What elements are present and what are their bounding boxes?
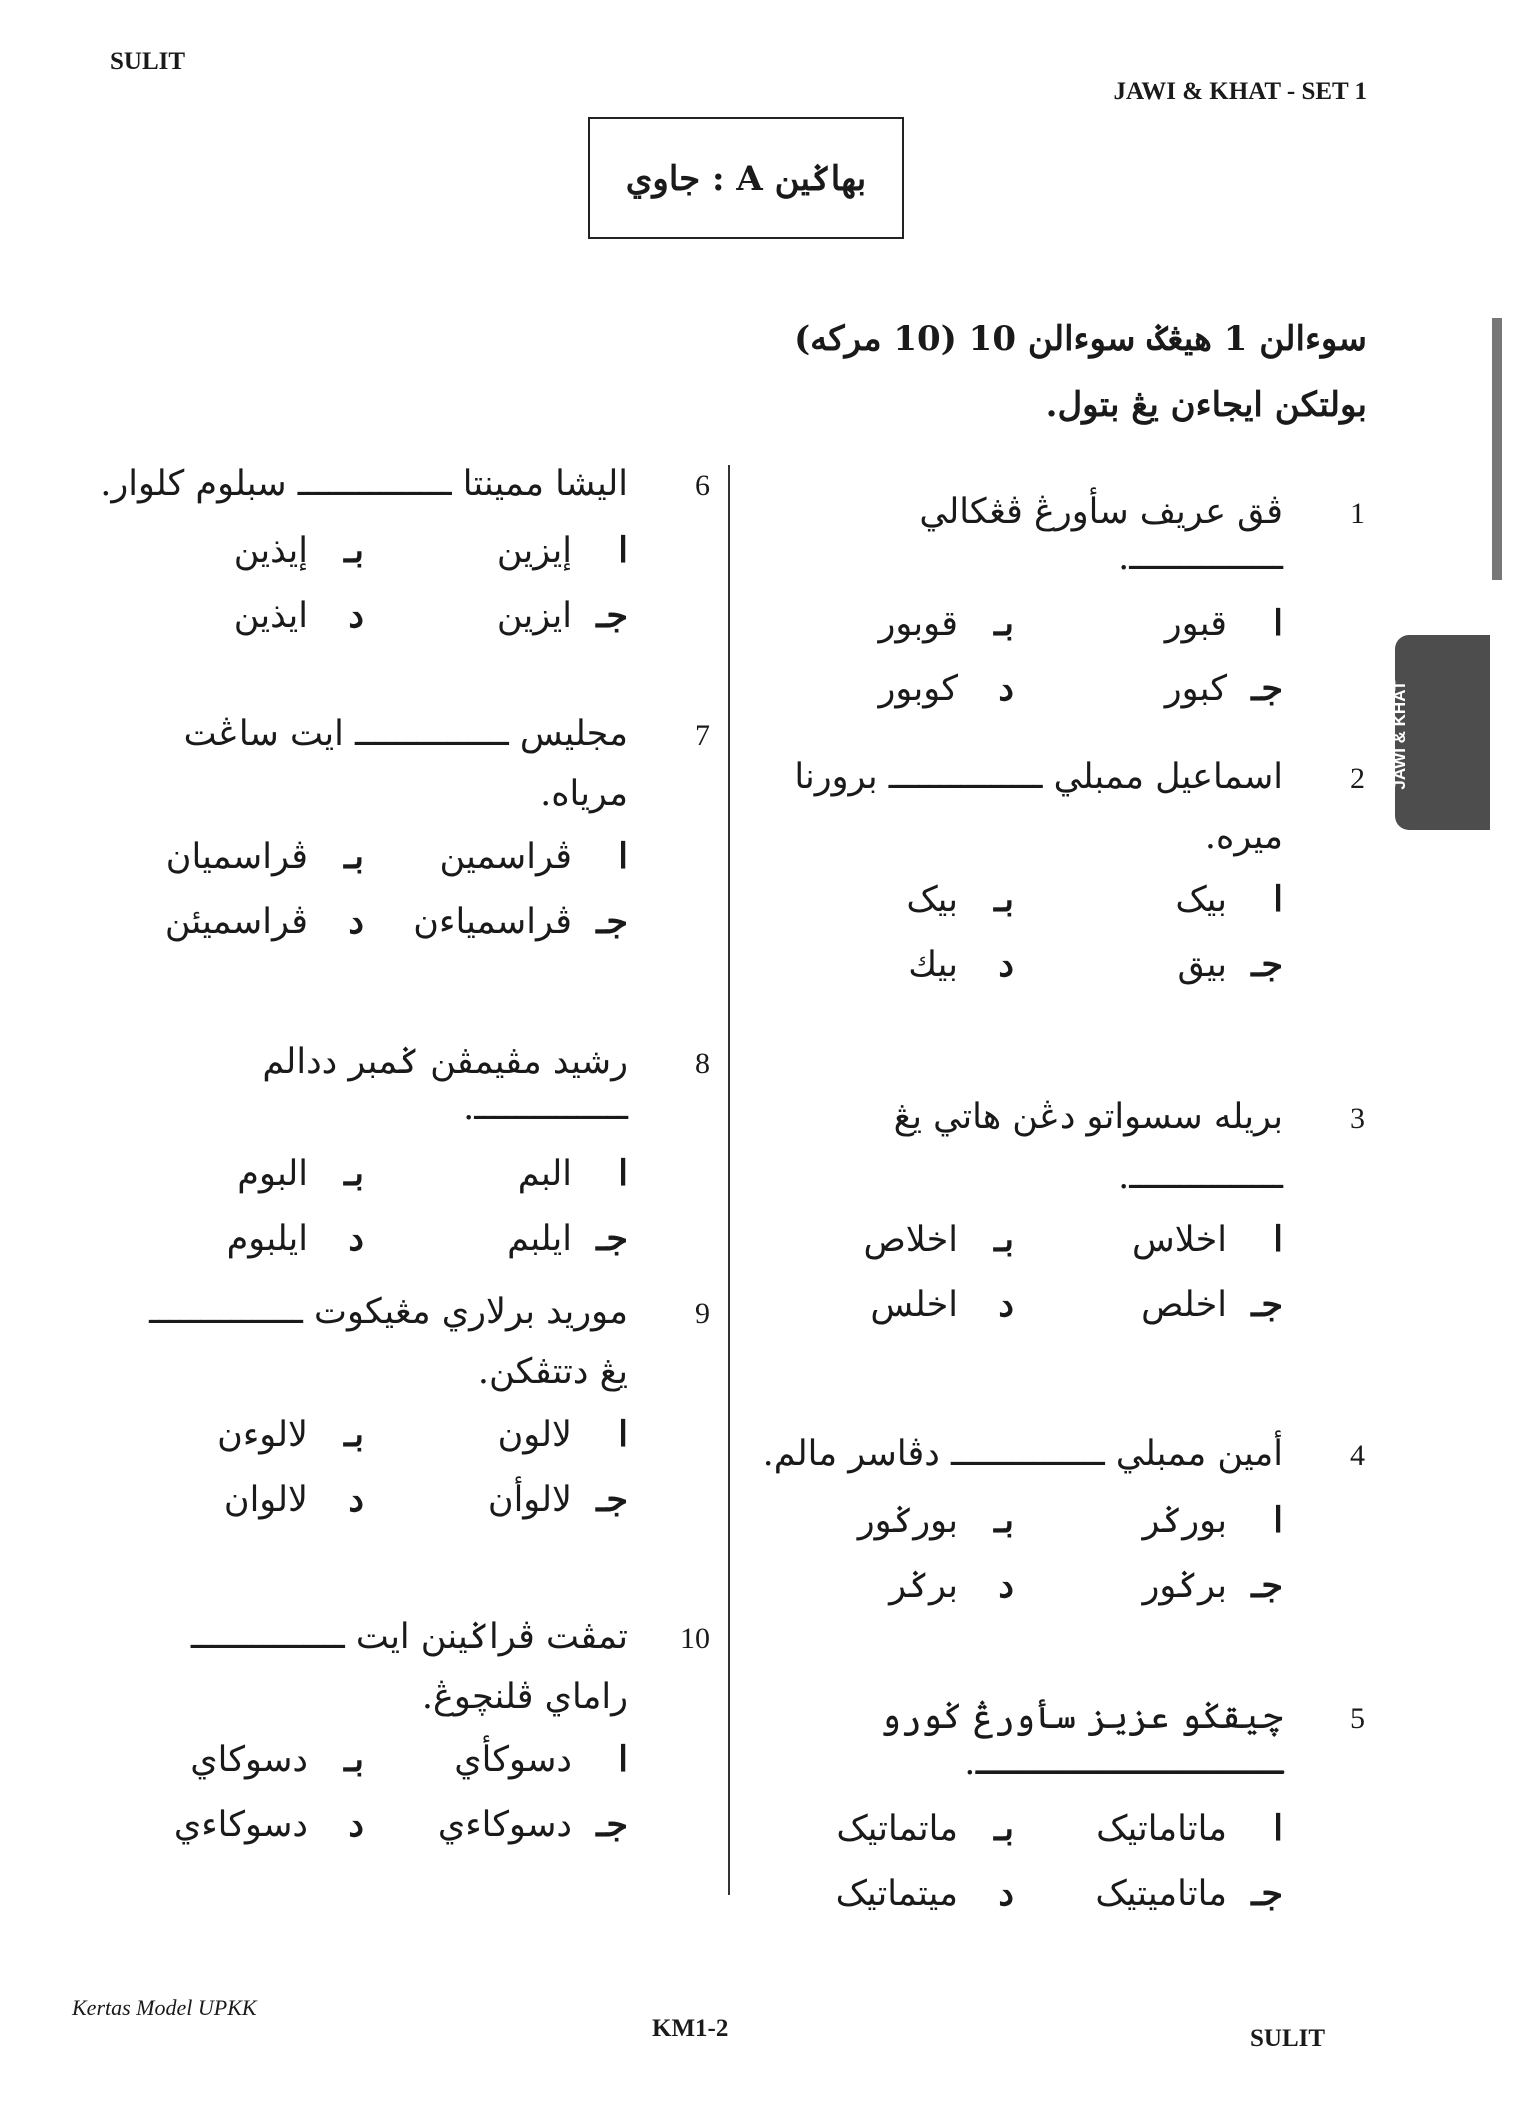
footer-paper-name: Kertas Model UPKK bbox=[72, 1995, 257, 2020]
option-b[interactable] bbox=[100, 1153, 364, 1194]
option-text: ماتاميتيک bbox=[1095, 1874, 1227, 1914]
question-9 bbox=[100, 1290, 710, 1520]
option-b[interactable] bbox=[100, 836, 364, 877]
option-a[interactable] bbox=[1014, 1219, 1283, 1260]
question-number: 3 bbox=[1350, 1102, 1365, 1135]
option-text: بيک bbox=[1175, 879, 1227, 920]
question-2 bbox=[745, 755, 1365, 985]
option-b[interactable] bbox=[745, 1500, 1014, 1541]
question-number: 5 bbox=[1350, 1702, 1365, 1735]
option-letter: ا bbox=[1273, 1808, 1283, 1849]
option-letter: بـ bbox=[994, 1499, 1014, 1541]
option-letter: ا bbox=[1273, 878, 1283, 920]
option-d[interactable] bbox=[100, 901, 364, 942]
option-b[interactable] bbox=[745, 879, 1014, 920]
header-sulit: SULIT bbox=[110, 48, 186, 75]
option-b[interactable] bbox=[100, 530, 364, 571]
option-letter: جـ bbox=[596, 1478, 628, 1520]
option-d[interactable] bbox=[100, 1218, 364, 1259]
option-a[interactable] bbox=[1014, 603, 1283, 644]
option-text: اخلص bbox=[1141, 1284, 1227, 1325]
option-text: إيزين bbox=[496, 530, 572, 571]
option-letter: ا bbox=[1273, 1499, 1283, 1541]
option-text: اخلاص bbox=[863, 1219, 958, 1260]
question-stem-continued: راماي ڤلنچوڠ. bbox=[421, 1676, 628, 1717]
option-c[interactable] bbox=[364, 1804, 628, 1845]
question-stem-continued: ـــــــــــــــ. bbox=[1118, 1156, 1283, 1197]
option-c[interactable] bbox=[1014, 668, 1283, 709]
option-text: دسوکاي bbox=[190, 1739, 308, 1780]
option-b[interactable] bbox=[100, 1739, 364, 1780]
option-text: بورݢور bbox=[857, 1500, 958, 1541]
option-text: قوبور bbox=[878, 604, 958, 644]
option-letter: بـ bbox=[344, 1413, 364, 1455]
option-a[interactable] bbox=[1014, 1500, 1283, 1541]
option-letter: د bbox=[998, 1283, 1014, 1325]
instruction-line-1: سوءالن 1 هيڠݢ سوءالن 10 (10 مركه) bbox=[794, 319, 1367, 359]
option-letter: بـ bbox=[994, 1218, 1014, 1260]
option-a[interactable] bbox=[364, 1414, 628, 1455]
option-d[interactable] bbox=[745, 1873, 1014, 1914]
question-3 bbox=[745, 1095, 1365, 1325]
question-4 bbox=[745, 1432, 1365, 1606]
header-set-title: JAWI & KHAT - SET 1 bbox=[1113, 78, 1367, 105]
question-number: 4 bbox=[1350, 1439, 1365, 1472]
option-text: دسوکاءي bbox=[173, 1804, 308, 1845]
option-d[interactable] bbox=[745, 668, 1014, 709]
question-number: 10 bbox=[680, 1622, 710, 1655]
footer-page-code: KM1-2 bbox=[652, 2015, 729, 2042]
option-text: لالوأن bbox=[487, 1479, 572, 1520]
option-text: ڤراسميان bbox=[165, 836, 308, 877]
option-text: إيذين bbox=[233, 530, 308, 571]
question-stem: چيقݢو عزيز سأورڠ ݢورو ـــــــــــــــ. bbox=[880, 1697, 1283, 1783]
option-d[interactable] bbox=[100, 595, 364, 636]
question-number: 7 bbox=[695, 719, 710, 752]
option-text: دسوکأي bbox=[454, 1739, 572, 1780]
option-text: ڤراسميئن bbox=[164, 901, 308, 942]
question-number: 9 bbox=[695, 1297, 710, 1330]
option-letter: د bbox=[348, 1803, 364, 1845]
option-text: ڤراسمين bbox=[439, 836, 572, 877]
question-stem: موريد برلاري مڠيکوت ـــــــــــــــ bbox=[149, 1292, 628, 1332]
option-text: لالون bbox=[497, 1414, 572, 1455]
option-letter: ا bbox=[618, 1153, 628, 1194]
option-letter: د bbox=[998, 1564, 1014, 1606]
option-d[interactable] bbox=[100, 1804, 364, 1845]
question-stem: تمڤت ڤراݢينن ايت ـــــــــــــــ bbox=[190, 1617, 628, 1657]
option-text: بيك bbox=[908, 944, 958, 985]
question-stem: ڤق عريف سأورڠ ڤڠکالي ـــــــــــــــ. bbox=[919, 492, 1283, 578]
option-b[interactable] bbox=[100, 1414, 364, 1455]
option-a[interactable] bbox=[364, 836, 628, 877]
option-letter: بـ bbox=[344, 835, 364, 877]
option-letter: بـ bbox=[344, 1153, 364, 1194]
instruction-line-2: بولتكن ايجاءن يڠ بتول. bbox=[1045, 385, 1367, 425]
option-text: البوم bbox=[237, 1154, 308, 1194]
question-stem-continued: ميره. bbox=[1204, 816, 1283, 857]
option-letter: جـ bbox=[1251, 1564, 1283, 1606]
question-stem: بريله سسواتو دڠن هاتي يڠ bbox=[893, 1097, 1283, 1137]
question-number: 6 bbox=[695, 469, 710, 502]
option-letter: د bbox=[348, 900, 364, 942]
option-b[interactable] bbox=[745, 603, 1014, 644]
question-stem-continued: يڠ دتتڤکن. bbox=[477, 1351, 628, 1392]
option-c[interactable] bbox=[1014, 944, 1283, 985]
column-divider bbox=[728, 465, 730, 1895]
option-letter: د bbox=[348, 594, 364, 636]
option-text: بورݢر bbox=[1142, 1500, 1227, 1541]
option-c[interactable] bbox=[364, 901, 628, 942]
option-letter: جـ bbox=[1251, 943, 1283, 985]
question-number: 8 bbox=[695, 1047, 710, 1080]
option-text: لالوان bbox=[223, 1479, 308, 1520]
option-text: ايلبوم bbox=[226, 1219, 308, 1259]
question-number: 2 bbox=[1350, 762, 1365, 795]
option-letter: ا bbox=[618, 1413, 628, 1455]
question-1 bbox=[745, 490, 1365, 709]
option-letter: بـ bbox=[344, 1738, 364, 1780]
option-letter: جـ bbox=[596, 900, 628, 942]
option-text: ايلبم bbox=[507, 1219, 572, 1259]
option-letter: جـ bbox=[596, 1218, 628, 1259]
option-text: قبور bbox=[1164, 604, 1227, 644]
option-letter: جـ bbox=[596, 594, 628, 636]
footer-sulit: SULIT bbox=[1250, 2025, 1326, 2052]
option-letter: ا bbox=[618, 1738, 628, 1780]
option-text: البم bbox=[517, 1154, 572, 1194]
option-letter: د bbox=[348, 1478, 364, 1520]
option-letter: ا bbox=[1273, 603, 1283, 644]
question-stem: أمين ممبلي ـــــــــــــــ دڤاسر مالم. bbox=[762, 1434, 1283, 1474]
option-d[interactable] bbox=[745, 944, 1014, 985]
question-10 bbox=[100, 1615, 710, 1845]
question-8 bbox=[100, 1040, 710, 1259]
option-letter: بـ bbox=[994, 1808, 1014, 1849]
question-stem: رشيد مڤيمڤن ݢمبر ددالم ـــــــــــــــ. bbox=[262, 1042, 628, 1128]
option-letter: د bbox=[998, 943, 1014, 985]
option-text: ڤراسمياءن bbox=[413, 901, 572, 942]
option-letter: ا bbox=[618, 835, 628, 877]
question-5 bbox=[745, 1695, 1365, 1914]
option-a[interactable] bbox=[364, 530, 628, 571]
option-d[interactable] bbox=[100, 1479, 364, 1520]
option-text: برݢور bbox=[1142, 1565, 1227, 1606]
option-c[interactable] bbox=[364, 1218, 628, 1259]
option-d[interactable] bbox=[745, 1565, 1014, 1606]
option-letter: جـ bbox=[596, 1803, 628, 1845]
option-text: برݢر bbox=[889, 1565, 958, 1606]
option-text: ميتماتيک bbox=[835, 1874, 958, 1914]
option-text: بيک bbox=[906, 879, 958, 920]
option-b[interactable] bbox=[745, 1808, 1014, 1849]
option-text: ماتاماتيک bbox=[1096, 1809, 1227, 1849]
option-text: ايذين bbox=[233, 595, 308, 636]
option-letter: بـ bbox=[344, 529, 364, 571]
option-letter: ا bbox=[1273, 1218, 1283, 1260]
option-text: لالوءن bbox=[217, 1414, 308, 1455]
question-stem: اليشا ممينتا ـــــــــــــــ سبلوم كلوار. bbox=[100, 464, 628, 504]
option-c[interactable] bbox=[1014, 1565, 1283, 1606]
option-letter: جـ bbox=[1251, 1283, 1283, 1325]
question-number: 1 bbox=[1350, 497, 1365, 530]
option-letter: د bbox=[998, 668, 1014, 709]
option-text: کبور bbox=[1164, 669, 1227, 709]
option-letter: بـ bbox=[994, 603, 1014, 644]
question-stem: مجليس ـــــــــــــــ ايت ساڠت bbox=[183, 714, 628, 754]
side-tab-label: JAWI & KHAT bbox=[1390, 680, 1409, 790]
option-c[interactable] bbox=[364, 595, 628, 636]
option-a[interactable] bbox=[364, 1739, 628, 1780]
question-stem: اسماعيل ممبلي ـــــــــــــــ برورنا bbox=[794, 757, 1283, 797]
option-letter: جـ bbox=[1251, 1873, 1283, 1914]
option-text: ايزين bbox=[496, 595, 572, 636]
question-stem-continued: مرياه. bbox=[540, 773, 628, 814]
section-title-box bbox=[588, 117, 904, 239]
option-letter: ا bbox=[618, 529, 628, 571]
option-d[interactable] bbox=[745, 1284, 1014, 1325]
section-title: بهاݢين A : جاوي bbox=[625, 158, 867, 199]
option-b[interactable] bbox=[745, 1219, 1014, 1260]
option-c[interactable] bbox=[1014, 1873, 1283, 1914]
option-letter: د bbox=[348, 1218, 364, 1259]
option-c[interactable] bbox=[364, 1479, 628, 1520]
option-letter: بـ bbox=[994, 878, 1014, 920]
option-text: دسوکاءي bbox=[437, 1804, 572, 1845]
question-6 bbox=[100, 462, 710, 636]
option-a[interactable] bbox=[1014, 1808, 1283, 1849]
option-text: کوبور bbox=[878, 669, 958, 709]
option-a[interactable] bbox=[364, 1153, 628, 1194]
option-text: اخلاس bbox=[1132, 1219, 1227, 1260]
question-7 bbox=[100, 712, 710, 942]
option-text: بيق bbox=[1177, 944, 1227, 985]
option-letter: جـ bbox=[1251, 668, 1283, 709]
page-edge-bar bbox=[1492, 318, 1502, 580]
option-text: ماتماتيک bbox=[836, 1809, 958, 1849]
option-a[interactable] bbox=[1014, 879, 1283, 920]
option-c[interactable] bbox=[1014, 1284, 1283, 1325]
option-text: اخلس bbox=[870, 1284, 958, 1325]
option-letter: د bbox=[998, 1873, 1014, 1914]
